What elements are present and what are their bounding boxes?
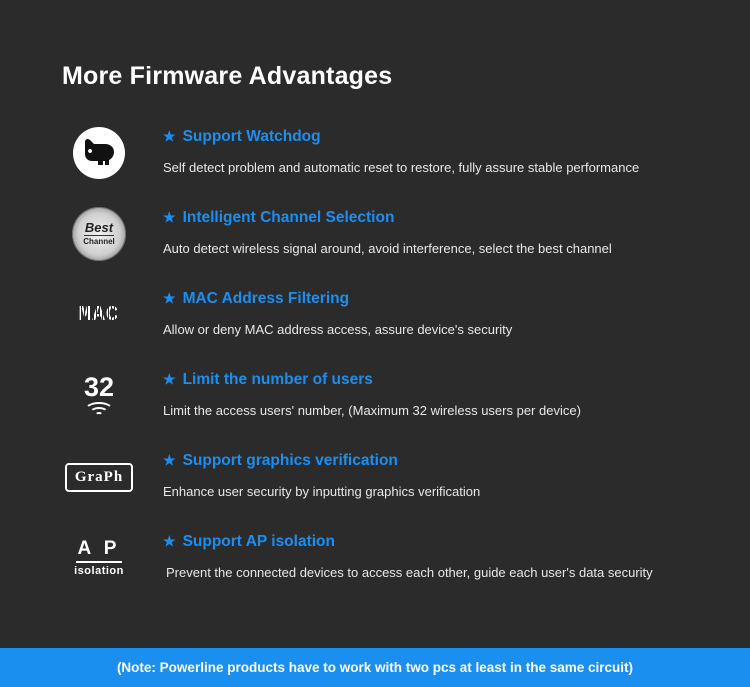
star-icon: ★ bbox=[163, 128, 176, 144]
feature-description: Self detect problem and automatic reset to restore, fully assure stable performance bbox=[163, 160, 640, 175]
page-title: More Firmware Advantages bbox=[62, 62, 393, 90]
divider bbox=[76, 561, 122, 563]
feature-description: Prevent the connected devices to access each other, guide each user's data security bbox=[166, 565, 653, 580]
feature-description: Auto detect wireless signal around, avoid interference, select the best channel bbox=[163, 241, 612, 256]
feature-title-text: Intelligent Channel Selection bbox=[182, 209, 395, 226]
footer-note-bar bbox=[0, 648, 750, 687]
ap-icon-secondary-text: isolation bbox=[74, 565, 124, 577]
feature-description: Limit the access users' number, (Maximum 32 wireless users per device) bbox=[163, 403, 581, 418]
graph-verification-icon bbox=[70, 448, 128, 506]
list-item bbox=[0, 118, 750, 199]
thirty-two-users-wifi-icon bbox=[70, 367, 128, 425]
feature-title-text: Limit the number of users bbox=[182, 371, 373, 388]
star-icon: ★ bbox=[163, 290, 176, 306]
best-channel-secondary-text: Channel bbox=[83, 237, 115, 246]
graph-icon-text: GraPh bbox=[65, 463, 133, 492]
feature-title bbox=[163, 452, 398, 470]
feature-list bbox=[0, 118, 750, 604]
feature-title-text: MAC Address Filtering bbox=[182, 290, 350, 307]
feature-description: Allow or deny MAC address access, assure device's security bbox=[163, 322, 513, 337]
wifi-signal-icon bbox=[82, 402, 116, 418]
feature-title-text: Support AP isolation bbox=[182, 533, 335, 550]
feature-title bbox=[163, 290, 349, 308]
feature-title-text: Support Watchdog bbox=[182, 128, 321, 145]
feature-title bbox=[163, 533, 335, 551]
star-icon: ★ bbox=[163, 371, 176, 387]
feature-description: Enhance user security by inputting graphics verification bbox=[163, 484, 481, 499]
feature-title bbox=[163, 128, 321, 146]
star-icon: ★ bbox=[163, 209, 176, 225]
list-item bbox=[0, 442, 750, 523]
star-icon: ★ bbox=[163, 452, 176, 468]
feature-title bbox=[163, 371, 373, 389]
list-item bbox=[0, 280, 750, 361]
watchdog-dog-icon bbox=[70, 124, 128, 182]
list-item bbox=[0, 523, 750, 604]
best-channel-badge-icon bbox=[70, 205, 128, 263]
best-channel-primary-text: Best bbox=[84, 220, 114, 235]
mac-text-icon bbox=[70, 286, 128, 344]
mac-icon-text: MAC bbox=[78, 303, 120, 327]
user-limit-number: 32 bbox=[83, 371, 115, 402]
dog-silhouette-icon bbox=[81, 138, 117, 168]
feature-title-text: Support graphics verification bbox=[182, 452, 398, 469]
footer-note-text: (Note: Powerline products have to work with two pcs at least in the same circuit) bbox=[116, 660, 634, 675]
star-icon: ★ bbox=[163, 533, 176, 549]
list-item bbox=[0, 199, 750, 280]
ap-isolation-icon bbox=[70, 529, 128, 587]
ap-icon-primary-text: A P bbox=[77, 538, 121, 559]
divider bbox=[84, 235, 114, 236]
list-item bbox=[0, 361, 750, 442]
feature-title bbox=[163, 209, 394, 227]
